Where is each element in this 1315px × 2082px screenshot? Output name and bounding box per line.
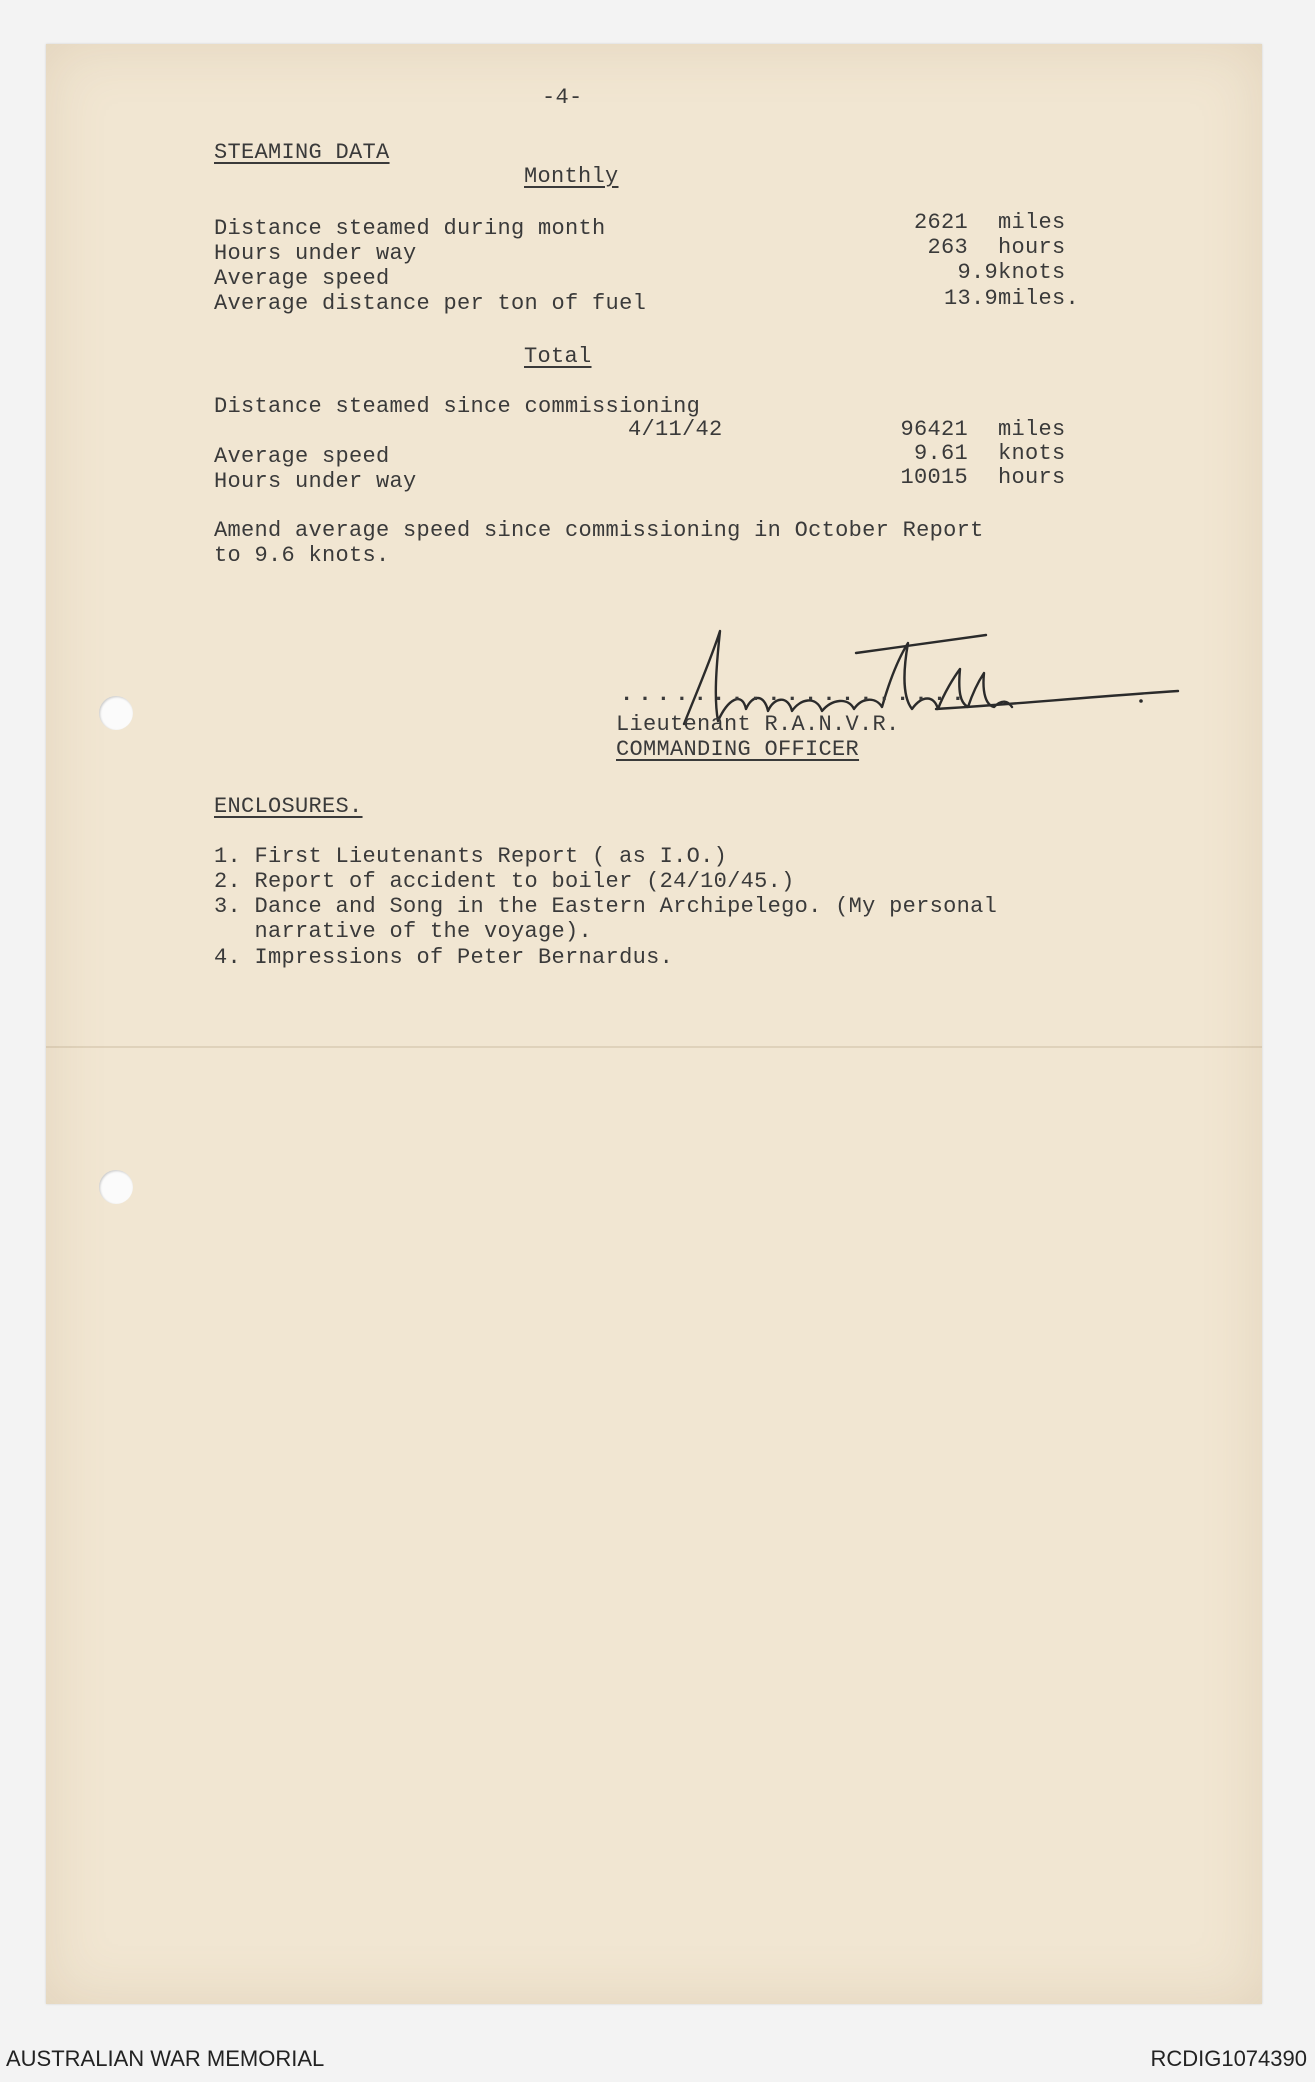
monthly-row-label: Average distance per ton of fuel	[214, 291, 647, 316]
monthly-heading: Monthly	[524, 164, 619, 189]
monthly-row-unit: hours	[998, 235, 1066, 260]
monthly-row-value: 2621	[913, 210, 968, 235]
list-item: 2. Report of accident to boiler (24/10/45.)	[214, 869, 795, 894]
list-item: narrative of the voyage).	[214, 919, 593, 944]
monthly-row-value: 13.9	[943, 286, 998, 311]
total-row-unit: hours	[998, 465, 1066, 490]
monthly-row-unit: miles.	[998, 286, 1080, 311]
footer-source: AUSTRALIAN WAR MEMORIAL	[6, 2046, 325, 2071]
list-item: 1. First Lieutenants Report ( as I.O.)	[214, 844, 728, 869]
total-row-label: Hours under way	[214, 469, 417, 494]
list-item: 3. Dance and Song in the Eastern Archipelego. (My personal	[214, 894, 998, 919]
signature-rank: Lieutenant R.A.N.V.R.	[616, 712, 900, 737]
amend-note-line2: to 9.6 knots.	[214, 543, 390, 568]
monthly-row-label: Distance steamed during month	[214, 216, 606, 241]
punch-hole-top	[99, 696, 133, 730]
total-distance-label: Distance steamed since commissioning	[214, 394, 701, 419]
monthly-row-value: 263	[927, 235, 968, 260]
monthly-row-unit: miles	[998, 210, 1066, 235]
signature-title: COMMANDING OFFICER	[616, 737, 860, 762]
document-sheet	[46, 44, 1262, 2004]
total-heading: Total	[524, 344, 592, 369]
total-row-value: 10015	[900, 465, 968, 490]
total-distance-unit: miles	[998, 417, 1066, 442]
steaming-data-heading: STEAMING DATA	[214, 140, 390, 165]
amend-note-line1: Amend average speed since commissioning in October Report	[214, 518, 984, 543]
total-row-unit: knots	[998, 441, 1066, 466]
punch-hole-bottom	[99, 1170, 133, 1204]
total-distance-date: 4/11/42	[628, 417, 723, 442]
total-row-value: 9.61	[913, 441, 968, 466]
enclosures-heading: ENCLOSURES.	[214, 794, 363, 819]
signature-dotted-line: ...................	[620, 682, 970, 707]
monthly-row-value: 9.9	[957, 260, 998, 285]
paper-fold	[46, 1046, 1262, 1048]
monthly-row-label: Hours under way	[214, 241, 417, 266]
page-number: -4-	[542, 85, 583, 110]
footer-id: RCDIG1074390	[1150, 2046, 1307, 2071]
total-distance-value: 96421	[900, 417, 968, 442]
monthly-row-unit: knots	[998, 260, 1066, 285]
list-item: 4. Impressions of Peter Bernardus.	[214, 945, 674, 970]
total-row-label: Average speed	[214, 444, 390, 469]
monthly-row-label: Average speed	[214, 266, 390, 291]
